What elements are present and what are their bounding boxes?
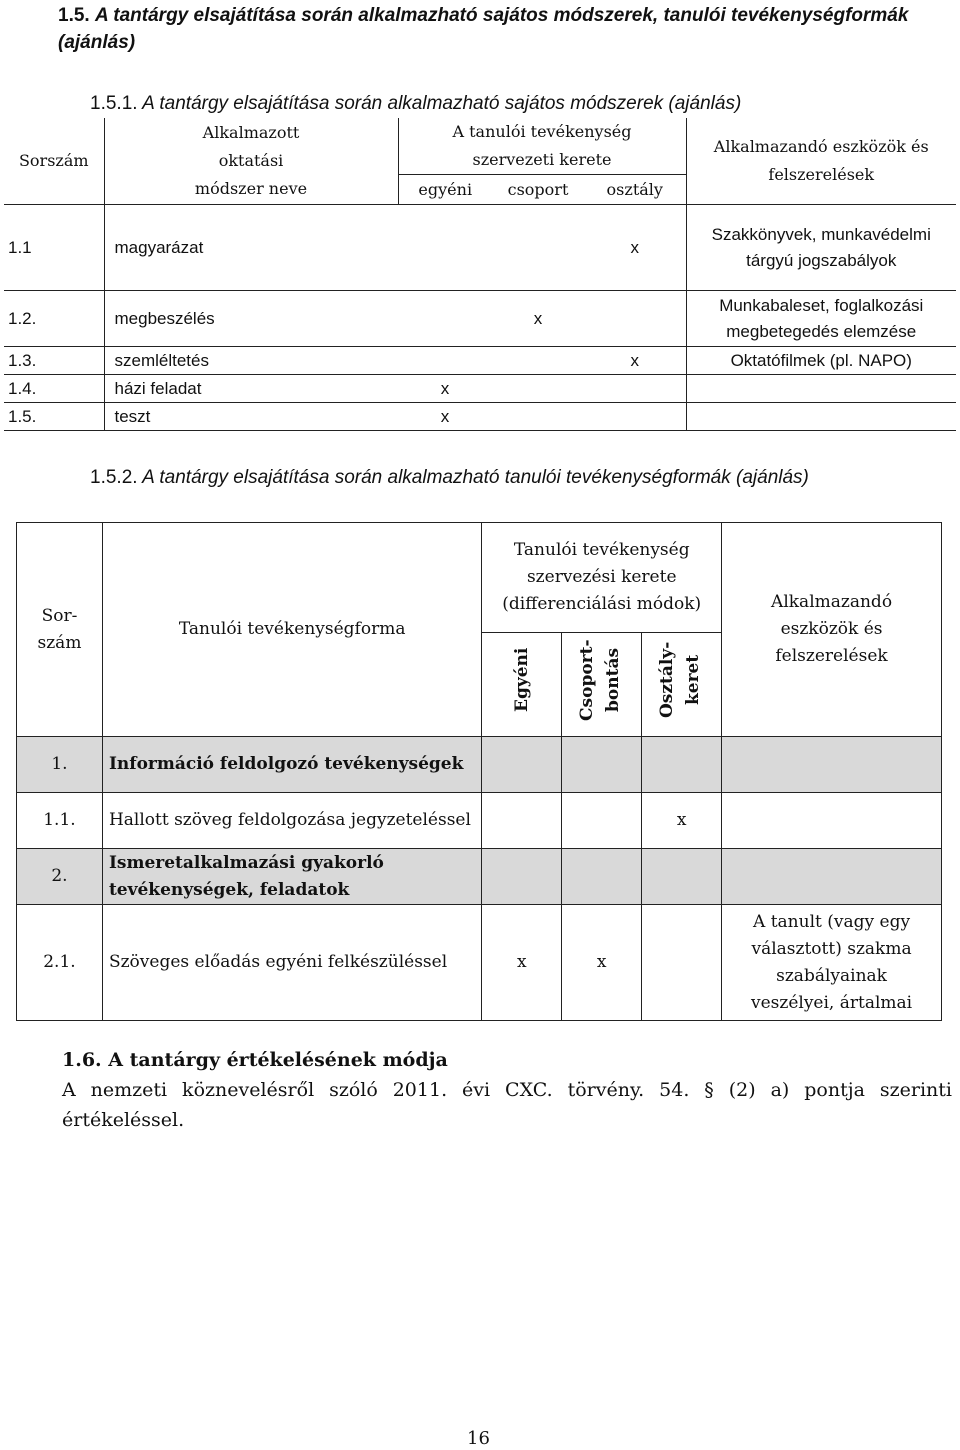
row-tools [722,737,942,793]
row-osztaly [584,403,686,431]
header-tools: Alkalmazandó eszközök és felszerelések [722,523,942,737]
row-method: szemléltetés [114,350,209,370]
table-row [4,403,956,431]
header-egyeni-text: Egyéni [511,647,532,713]
row-csoport [492,347,584,375]
table-row [17,849,942,905]
row-osztaly: x [630,237,639,257]
header-form: Tanulói tevékenységforma [102,523,481,737]
row-osztaly [642,737,722,793]
row-egyeni [482,737,562,793]
header-csoport-text: Csoport-bontás [576,639,623,721]
section-body: A nemzeti köznevelésről szóló 2011. évi CXC. törvény. 54. § (2) a) pontja szerinti értékeléssel. [62,1079,952,1131]
section-number: 1.5.1. [90,93,138,114]
row-number: 1.2. [4,291,104,347]
row-egyeni [398,205,492,291]
section-title: A tantárgy elsajátítása során alkalmazható sajátos módszerek, tanulói tevékenységformák (ajánlás) [58,5,909,53]
section-heading-1-5 [58,2,918,56]
page-number: 16 [467,1428,490,1449]
section-1-6 [62,1045,952,1135]
table-row [4,205,956,291]
header-osztaly-text: Osztály-keret [656,641,703,719]
header-csoport [562,633,642,737]
section-number: 1.6. [62,1049,102,1071]
row-tools [686,375,956,403]
header-sorszam: Sor-szám [17,523,103,737]
table-row [17,737,942,793]
row-csoport [492,205,584,291]
table-row [17,905,942,1021]
header-egyeni [482,633,562,737]
section-title: A tantárgy elsajátítása során alkalmazható tanulói tevékenységformák (ajánlás) [142,467,809,488]
header-osztaly: osztály [584,175,686,205]
header-method: Alkalmazott oktatási módszer neve [104,118,398,205]
header-org-frame: Tanulói tevékenység szervezési kerete (differenciálási módok) [482,523,722,633]
section-title: A tantárgy értékelésének módja [108,1049,448,1071]
header-tools: Alkalmazandó eszközök és felszerelések [686,118,956,205]
header-osztaly [642,633,722,737]
row-egyeni [482,793,562,849]
row-method: megbeszélés [114,308,215,328]
row-egyeni: x [482,905,562,1021]
row-tools [722,849,942,905]
section-heading-1-5-2 [90,464,920,491]
table-row [4,375,956,403]
row-csoport [492,403,584,431]
header-org-frame: A tanulói tevékenység szervezeti kerete [452,122,632,169]
row-egyeni [398,291,492,347]
row-csoport [562,849,642,905]
row-method: magyarázat [114,237,204,257]
row-form: Információ feldolgozó tevékenységek [102,737,481,793]
row-csoport [562,737,642,793]
row-tools: Oktatófilmek (pl. NAPO) [686,347,956,375]
row-egyeni [398,347,492,375]
row-csoport [562,793,642,849]
row-number: 1.1 [4,205,104,291]
row-method: házi feladat [114,378,202,398]
header-egyeni: egyéni [398,175,492,205]
methods-table [4,118,956,431]
row-osztaly: x [642,793,722,849]
row-form: Szöveges előadás egyéni felkészüléssel [102,905,481,1021]
header-sorszam: Sorszám [4,118,104,205]
row-number: 1.5. [4,403,104,431]
section-number: 1.5.2. [90,467,138,488]
row-number: 2. [17,849,103,905]
row-csoport: x [533,308,543,328]
section-heading-1-5-1 [90,90,950,117]
row-tools: Szakkönyvek, munkavédelmi tárgyú jogszabályok [686,205,956,291]
row-osztaly [584,291,686,347]
table-row [4,347,956,375]
table-row [4,291,956,347]
row-number: 1.3. [4,347,104,375]
row-number: 1. [17,737,103,793]
row-form: Hallott szöveg feldolgozása jegyzeteléssel [102,793,481,849]
row-egyeni: x [440,378,450,398]
row-osztaly [642,905,722,1021]
row-csoport [492,375,584,403]
row-number: 2.1. [17,905,103,1021]
header-csoport: csoport [492,175,584,205]
row-number: 1.1. [17,793,103,849]
row-osztaly [584,375,686,403]
row-tools [686,403,956,431]
row-osztaly: x [630,350,639,370]
row-tools [722,793,942,849]
row-egyeni [482,849,562,905]
row-number: 1.4. [4,375,104,403]
section-title: A tantárgy elsajátítása során alkalmazható sajátos módszerek (ajánlás) [142,93,742,114]
row-tools: A tanult (vagy egy választott) szakma szabályainak veszélyei, ártalmai [722,905,942,1021]
activity-forms-table [16,522,942,1021]
row-tools: Munkabaleset, foglalkozási megbetegedés elemzése [686,291,956,347]
row-method: teszt [114,406,151,426]
section-number: 1.5. [58,5,90,26]
table-row [17,793,942,849]
row-form: Ismeretalkalmazási gyakorló tevékenységek, feladatok [102,849,481,905]
section-heading-1-6 [62,1045,952,1075]
row-osztaly [642,849,722,905]
row-egyeni: x [440,406,450,426]
row-csoport: x [562,905,642,1021]
